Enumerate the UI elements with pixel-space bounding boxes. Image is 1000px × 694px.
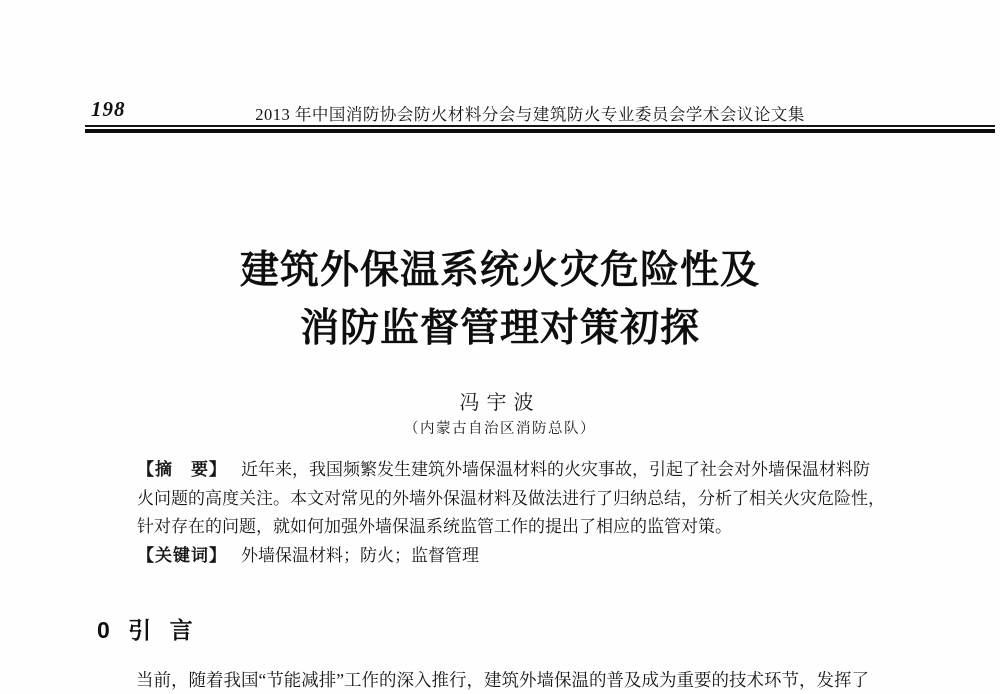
abstract-line [137, 456, 893, 485]
author-affiliation: （内蒙古自治区消防总队） [404, 421, 596, 437]
paper-title [0, 242, 1000, 358]
running-header-title: 2013 年中国消防协会防火材料分会与建筑防火专业委员会学术会议论文集 [255, 105, 805, 124]
header-rule-thick-line [85, 129, 995, 133]
section-heading-0-introduction: 0 引 言 [97, 617, 194, 643]
page-number: 198 [91, 97, 126, 121]
abstract-text-line3: 针对存在的问题，就如何加强外墙保温系统监管工作的提出了相应的监管对策。 [137, 517, 732, 536]
author-name: 冯宇波 [459, 392, 541, 414]
paper-title-line2: 消防监督管理对策初探 [299, 307, 700, 350]
abstract-text-line2: 火问题的高度关注。本文对常见的外墙外保温材料及做法进行了归纳总结，分析了相关火灾危险性， [137, 488, 885, 508]
paper-title-line1: 建筑外保温系统火灾危险性及 [239, 249, 760, 292]
abstract-label: 【摘 要】 [137, 460, 227, 479]
header-rule [85, 125, 995, 133]
keywords-text: 外墙保温材料；防火；监督管理 [241, 545, 479, 565]
introduction-first-line: 当前，随着我国“节能减排”工作的深入推行，建筑外墙保温的普及成为重要的技术环节，发挥了 [136, 670, 870, 690]
abstract-text-line1: 近年来，我国频繁发生建筑外墙保温材料的火灾事故，引起了社会对外墙保温材料防 [241, 460, 870, 479]
abstract-block [137, 456, 893, 570]
keywords-line [137, 542, 893, 571]
keywords-label: 【关键词】 [137, 545, 227, 565]
